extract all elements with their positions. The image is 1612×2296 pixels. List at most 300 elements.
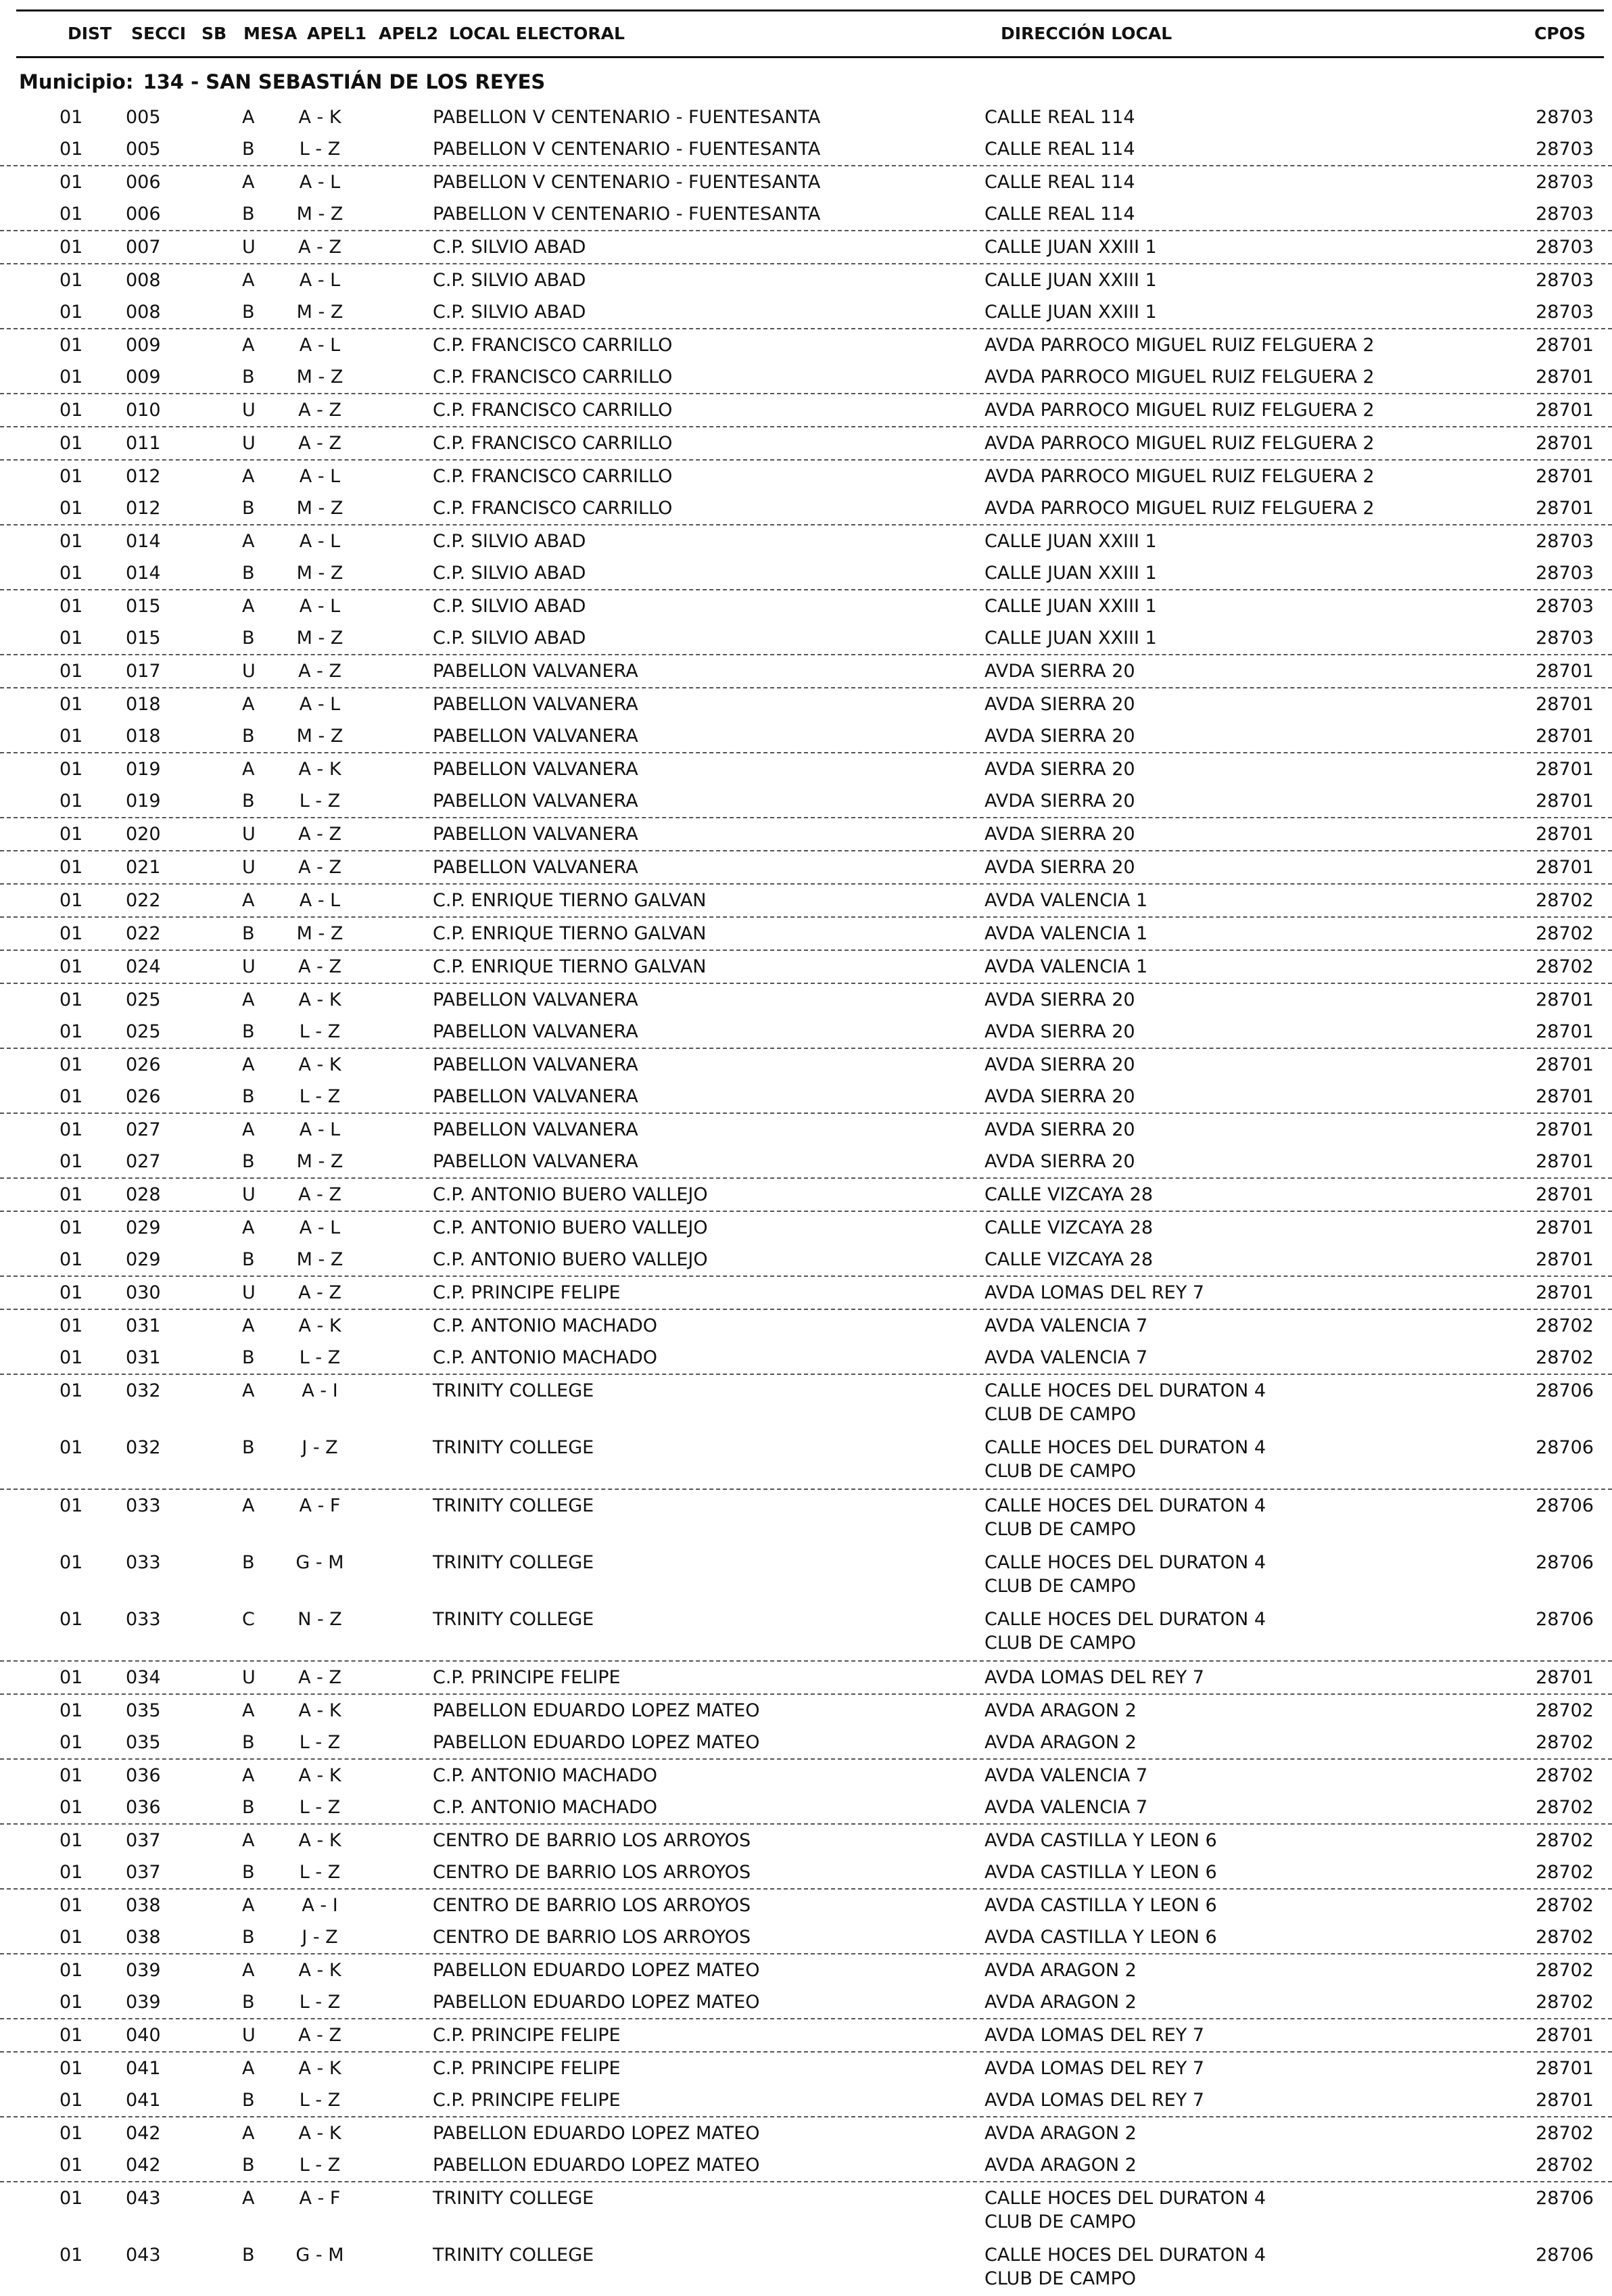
table-row [0,1603,1612,1660]
cell-cpos: 28702 [1536,2123,1594,2144]
table-row [0,1986,1612,2018]
cell-secci: 006 [126,172,161,193]
cell-cpos: 28703 [1536,204,1594,225]
cell-mesa: B [242,1086,255,1107]
cell-direccion-local: CALLE REAL 114 [985,172,1135,193]
cell-apel1: J - Z [302,1437,338,1458]
cell-mesa: A [242,335,255,356]
cell-apel1: L - Z [299,1347,341,1368]
cell-local-electoral: C.P. PRINCIPE FELIPE [433,2058,621,2079]
section-group [0,1758,1612,1823]
cell-secci: 039 [126,1992,161,2013]
cell-local-electoral: TRINITY COLLEGE [433,1380,594,1401]
cell-secci: 019 [126,759,161,780]
cell-apel1: L - Z [299,791,341,812]
cell-local-electoral: C.P. ANTONIO BUERO VALLEJO [433,1249,708,1270]
cell-dist: 01 [60,498,83,519]
section-group [0,524,1612,589]
table-row [0,1695,1612,1727]
table-row [0,1791,1612,1823]
cell-local-electoral: C.P. SILVIO ABAD [433,302,586,323]
cell-local-electoral: CENTRO DE BARRIO LOS ARROYOS [433,1862,751,1883]
header-local-electoral: LOCAL ELECTORAL [449,24,625,43]
header-secci: SECCI [131,24,187,43]
cell-local-electoral: C.P. ENRIQUE TIERNO GALVAN [433,923,707,944]
cell-direccion-local: AVDA SIERRA 20 [985,1151,1135,1172]
cell-apel1: A - K [298,1765,341,1786]
cell-direccion-local: AVDA SIERRA 20 [985,694,1135,715]
cell-secci: 009 [126,367,161,388]
cell-apel1: A - Z [298,661,341,682]
cell-apel1: A - L [299,531,341,552]
cell-mesa: U [242,956,256,977]
header-dist: DIST [68,24,112,43]
cell-local-electoral: C.P. FRANCISCO CARRILLO [433,400,673,421]
table-row [0,1212,1612,1244]
cell-mesa: U [242,857,256,878]
cell-apel1: M - Z [296,1151,343,1172]
cell-direccion-local: CALLE JUAN XXIII 1 [985,563,1157,584]
cell-dist: 01 [60,1667,83,1688]
table-row [0,1146,1612,1177]
cell-direccion-local: CALLE HOCES DEL DURATON 4 CLUB DE CAMPO [985,1380,1266,1425]
cell-mesa: B [242,2155,255,2176]
table-row [0,818,1612,850]
cell-apel1: A - Z [298,1184,341,1205]
cell-secci: 036 [126,1797,161,1818]
cell-secci: 006 [126,204,161,225]
cell-local-electoral: PABELLON V CENTENARIO - FUENTESANTA [433,107,821,128]
cell-mesa: A [242,1495,255,1516]
table-row [0,918,1612,950]
cell-dist: 01 [60,1021,83,1042]
cell-dist: 01 [60,563,83,584]
cell-cpos: 28701 [1536,1021,1594,1042]
cell-direccion-local: AVDA SIERRA 20 [985,824,1135,845]
cell-apel1: L - Z [299,1862,341,1883]
cell-local-electoral: C.P. SILVIO ABAD [433,531,586,552]
cell-apel1: A - I [302,1895,338,1916]
cell-secci: 042 [126,2155,161,2176]
cell-cpos: 28701 [1536,989,1594,1010]
cell-cpos: 28702 [1536,1315,1594,1336]
cell-direccion-local: AVDA SIERRA 20 [985,759,1135,780]
cell-apel1: A - Z [298,824,341,845]
cell-direccion-local: CALLE JUAN XXIII 1 [985,270,1157,291]
cell-cpos: 28701 [1536,433,1594,454]
cell-apel1: A - L [299,596,341,617]
table-row [0,1662,1612,1693]
section-group [0,165,1612,230]
cell-local-electoral: PABELLON V CENTENARIO - FUENTESANTA [433,204,821,225]
cell-local-electoral: PABELLON EDUARDO LOPEZ MATEO [433,1992,760,2013]
cell-cpos: 28706 [1536,1552,1594,1573]
cell-cpos: 28701 [1536,857,1594,878]
cell-cpos: 28702 [1536,1700,1594,1721]
table-row [0,1890,1612,1921]
cell-direccion-local: AVDA VALENCIA 7 [985,1765,1148,1786]
section-group [0,817,1612,850]
cell-local-electoral: PABELLON VALVANERA [433,989,638,1010]
table-row [0,133,1612,165]
cell-mesa: U [242,237,256,258]
cell-dist: 01 [60,596,83,617]
section-group [0,850,1612,883]
cell-apel1: M - Z [296,498,343,519]
cell-dist: 01 [60,1249,83,1270]
cell-local-electoral: C.P. ENRIQUE TIERNO GALVAN [433,890,707,911]
cell-local-electoral: C.P. SILVIO ABAD [433,596,586,617]
cell-apel1: A - L [299,890,341,911]
section-group [0,459,1612,524]
section-group [0,1489,1612,1660]
cell-apel1: A - K [298,989,341,1010]
cell-dist: 01 [60,1282,83,1303]
cell-apel1: A - K [298,759,341,780]
cell-local-electoral: PABELLON VALVANERA [433,694,638,715]
cell-local-electoral: TRINITY COLLEGE [433,2188,594,2209]
table-row [0,622,1612,654]
cell-local-electoral: PABELLON VALVANERA [433,1119,638,1140]
table-row [0,688,1612,720]
section-group [0,263,1612,328]
table-header [16,9,1604,58]
cell-cpos: 28701 [1536,1119,1594,1140]
cell-direccion-local: AVDA PARROCO MIGUEL RUIZ FELGUERA 2 [985,400,1375,421]
cell-mesa: A [242,107,255,128]
cell-direccion-local: AVDA VALENCIA 7 [985,1347,1148,1368]
cell-dist: 01 [60,1347,83,1368]
cell-secci: 022 [126,890,161,911]
cell-secci: 019 [126,791,161,812]
section-group [0,2018,1612,2051]
cell-apel1: M - Z [296,563,343,584]
cell-apel1: A - L [299,1217,341,1238]
cell-cpos: 28703 [1536,139,1594,160]
cell-apel1: L - Z [299,1797,341,1818]
cell-cpos: 28702 [1536,1732,1594,1753]
cell-local-electoral: C.P. ANTONIO MACHADO [433,1765,658,1786]
cell-mesa: U [242,1667,256,1688]
cell-direccion-local: AVDA SIERRA 20 [985,661,1135,682]
cell-dist: 01 [60,2090,83,2111]
section-group [0,983,1612,1048]
cell-dist: 01 [60,1552,83,1573]
cell-direccion-local: AVDA SIERRA 20 [985,989,1135,1010]
cell-local-electoral: C.P. ANTONIO MACHADO [433,1315,658,1336]
cell-local-electoral: C.P. ENRIQUE TIERNO GALVAN [433,956,707,977]
table-row [0,2149,1612,2181]
cell-secci: 034 [126,1667,161,1688]
cell-direccion-local: CALLE HOCES DEL DURATON 4 CLUB DE CAMPO [985,1552,1266,1597]
cell-dist: 01 [60,1765,83,1786]
cell-apel1: A - K [298,1054,341,1075]
cell-mesa: A [242,1700,255,1721]
cell-cpos: 28703 [1536,107,1594,128]
cell-local-electoral: PABELLON EDUARDO LOPEZ MATEO [433,1732,760,1753]
table-row [0,492,1612,524]
cell-cpos: 28702 [1536,1765,1594,1786]
cell-local-electoral: C.P. FRANCISCO CARRILLO [433,498,673,519]
cell-cpos: 28702 [1536,1992,1594,2013]
cell-cpos: 28702 [1536,1347,1594,1368]
cell-direccion-local: CALLE JUAN XXIII 1 [985,628,1157,649]
cell-apel1: L - Z [299,2090,341,2111]
cell-cpos: 28701 [1536,1086,1594,1107]
cell-apel1: J - Z [302,1927,338,1948]
cell-cpos: 28706 [1536,2245,1594,2266]
section-group [0,1953,1612,2018]
section-group [0,1309,1612,1374]
cell-mesa: B [242,1992,255,2013]
table-row [0,329,1612,361]
table-row [0,427,1612,459]
cell-direccion-local: AVDA PARROCO MIGUEL RUIZ FELGUERA 2 [985,498,1375,519]
cell-cpos: 28703 [1536,302,1594,323]
table-body [0,101,1612,2296]
cell-cpos: 28706 [1536,1609,1594,1630]
cell-cpos: 28702 [1536,1927,1594,1948]
cell-dist: 01 [60,824,83,845]
cell-mesa: B [242,1927,255,1948]
cell-cpos: 28703 [1536,237,1594,258]
cell-cpos: 28702 [1536,923,1594,944]
table-row [0,655,1612,687]
cell-cpos: 28701 [1536,2025,1594,2046]
section-group [0,230,1612,263]
cell-secci: 012 [126,498,161,519]
cell-apel1: G - M [295,2245,344,2266]
cell-cpos: 28701 [1536,726,1594,747]
cell-mesa: B [242,1021,255,1042]
table-row [0,557,1612,589]
cell-dist: 01 [60,400,83,421]
cell-secci: 008 [126,270,161,291]
cell-secci: 015 [126,596,161,617]
cell-local-electoral: C.P. ANTONIO BUERO VALLEJO [433,1184,708,1205]
table-row [0,753,1612,785]
cell-secci: 018 [126,726,161,747]
table-row [0,1547,1612,1603]
cell-mesa: A [242,2058,255,2079]
cell-local-electoral: TRINITY COLLEGE [433,1552,594,1573]
section-group [0,589,1612,654]
cell-mesa: B [242,302,255,323]
section-group [0,950,1612,983]
cell-local-electoral: CENTRO DE BARRIO LOS ARROYOS [433,1895,751,1916]
cell-dist: 01 [60,1862,83,1883]
cell-cpos: 28701 [1536,2090,1594,2111]
cell-dist: 01 [60,1380,83,1401]
cell-mesa: C [242,1609,255,1630]
cell-apel1: A - Z [298,237,341,258]
cell-apel1: A - K [298,1315,341,1336]
cell-local-electoral: C.P. FRANCISCO CARRILLO [433,466,673,487]
cell-local-electoral: TRINITY COLLEGE [433,2245,594,2266]
cell-direccion-local: AVDA ARAGON 2 [985,1992,1137,2013]
cell-dist: 01 [60,302,83,323]
cell-dist: 01 [60,1830,83,1851]
header-cpos: CPOS [1534,24,1586,43]
cell-direccion-local: AVDA VALENCIA 1 [985,923,1148,944]
cell-dist: 01 [60,433,83,454]
cell-direccion-local: CALLE REAL 114 [985,107,1135,128]
cell-local-electoral: PABELLON EDUARDO LOPEZ MATEO [433,1960,760,1981]
cell-direccion-local: AVDA VALENCIA 7 [985,1315,1148,1336]
cell-apel1: A - K [298,107,341,128]
cell-dist: 01 [60,531,83,552]
cell-direccion-local: AVDA ARAGON 2 [985,2155,1137,2176]
cell-secci: 033 [126,1609,161,1630]
cell-cpos: 28702 [1536,1862,1594,1883]
cell-dist: 01 [60,466,83,487]
table-row [0,2019,1612,2051]
cell-local-electoral: PABELLON EDUARDO LOPEZ MATEO [433,2123,760,2144]
cell-secci: 039 [126,1960,161,1981]
cell-dist: 01 [60,237,83,258]
cell-local-electoral: PABELLON V CENTENARIO - FUENTESANTA [433,139,821,160]
section-group [0,1888,1612,1953]
table-row [0,2182,1612,2239]
cell-mesa: A [242,2188,255,2209]
cell-cpos: 28701 [1536,1184,1594,1205]
cell-apel1: A - Z [298,433,341,454]
cell-mesa: A [242,1960,255,1981]
header-direccion-local: DIRECCIÓN LOCAL [1001,24,1172,43]
cell-dist: 01 [60,2123,83,2144]
cell-secci: 035 [126,1700,161,1721]
cell-apel1: A - K [298,1960,341,1981]
cell-mesa: U [242,400,256,421]
section-group [0,1211,1612,1275]
cell-cpos: 28701 [1536,1282,1594,1303]
cell-mesa: U [242,1184,256,1205]
cell-cpos: 28701 [1536,661,1594,682]
cell-local-electoral: C.P. PRINCIPE FELIPE [433,2090,621,2111]
table-row [0,1310,1612,1342]
cell-mesa: A [242,1830,255,1851]
cell-dist: 01 [60,661,83,682]
table-row [0,231,1612,263]
cell-dist: 01 [60,2025,83,2046]
table-row [0,590,1612,622]
cell-mesa: U [242,433,256,454]
cell-cpos: 28701 [1536,1249,1594,1270]
cell-mesa: B [242,791,255,812]
cell-apel1: L - Z [299,1086,341,1107]
cell-dist: 01 [60,139,83,160]
cell-dist: 01 [60,204,83,225]
table-row [0,361,1612,393]
section-group [0,654,1612,687]
section-group [0,426,1612,459]
cell-cpos: 28701 [1536,367,1594,388]
cell-dist: 01 [60,335,83,356]
cell-apel1: A - F [299,2188,341,2209]
cell-apel1: A - K [298,2058,341,2079]
cell-direccion-local: CALLE REAL 114 [985,204,1135,225]
cell-direccion-local: AVDA ARAGON 2 [985,2123,1137,2144]
cell-apel1: M - Z [296,367,343,388]
cell-secci: 027 [126,1119,161,1140]
cell-direccion-local: AVDA SIERRA 20 [985,857,1135,878]
table-row [0,1049,1612,1081]
cell-mesa: B [242,367,255,388]
municipio-label: Municipio: [19,70,134,93]
cell-local-electoral: C.P. ANTONIO MACHADO [433,1347,658,1368]
table-row [0,1825,1612,1856]
cell-local-electoral: PABELLON VALVANERA [433,726,638,747]
cell-apel1: L - Z [299,1732,341,1753]
cell-local-electoral: PABELLON VALVANERA [433,1151,638,1172]
cell-direccion-local: AVDA SIERRA 20 [985,1054,1135,1075]
cell-secci: 007 [126,237,161,258]
table-row [0,264,1612,296]
cell-direccion-local: AVDA LOMAS DEL REY 7 [985,2058,1204,2079]
table-row [0,1432,1612,1489]
cell-local-electoral: C.P. SILVIO ABAD [433,563,586,584]
cell-direccion-local: CALLE HOCES DEL DURATON 4 CLUB DE CAMPO [985,1495,1266,1540]
cell-secci: 024 [126,956,161,977]
cell-cpos: 28701 [1536,1667,1594,1688]
cell-dist: 01 [60,1315,83,1336]
table-row [0,720,1612,752]
cell-local-electoral: PABELLON VALVANERA [433,791,638,812]
cell-secci: 033 [126,1495,161,1516]
cell-local-electoral: PABELLON VALVANERA [433,857,638,878]
cell-dist: 01 [60,1437,83,1458]
cell-direccion-local: AVDA PARROCO MIGUEL RUIZ FELGUERA 2 [985,433,1375,454]
cell-dist: 01 [60,1151,83,1172]
cell-secci: 025 [126,989,161,1010]
cell-cpos: 28701 [1536,1054,1594,1075]
cell-cpos: 28703 [1536,596,1594,617]
cell-direccion-local: AVDA PARROCO MIGUEL RUIZ FELGUERA 2 [985,335,1375,356]
cell-dist: 01 [60,1992,83,2013]
table-row [0,1375,1612,1432]
cell-cpos: 28703 [1536,563,1594,584]
cell-local-electoral: C.P. FRANCISCO CARRILLO [433,433,673,454]
cell-local-electoral: PABELLON VALVANERA [433,824,638,845]
cell-mesa: B [242,498,255,519]
cell-secci: 012 [126,466,161,487]
cell-local-electoral: C.P. PRINCIPE FELIPE [433,1667,621,1688]
cell-cpos: 28706 [1536,2188,1594,2209]
cell-apel1: A - L [299,466,341,487]
municipio-value: 134 - SAN SEBASTIÁN DE LOS REYES [143,70,546,93]
cell-mesa: B [242,1552,255,1573]
section-group [0,1275,1612,1309]
header-apel2: APEL2 [379,24,439,43]
cell-dist: 01 [60,759,83,780]
table-row [0,785,1612,817]
cell-apel1: A - K [298,1700,341,1721]
cell-mesa: B [242,563,255,584]
cell-dist: 01 [60,2245,83,2266]
cell-secci: 022 [126,923,161,944]
cell-mesa: B [242,2245,255,2266]
cell-secci: 005 [126,139,161,160]
cell-direccion-local: AVDA SIERRA 20 [985,1021,1135,1042]
cell-secci: 040 [126,2025,161,2046]
cell-dist: 01 [60,989,83,1010]
cell-apel1: A - Z [298,400,341,421]
table-row [0,984,1612,1016]
section-group [0,1823,1612,1888]
cell-dist: 01 [60,2155,83,2176]
cell-secci: 018 [126,694,161,715]
cell-secci: 043 [126,2245,161,2266]
